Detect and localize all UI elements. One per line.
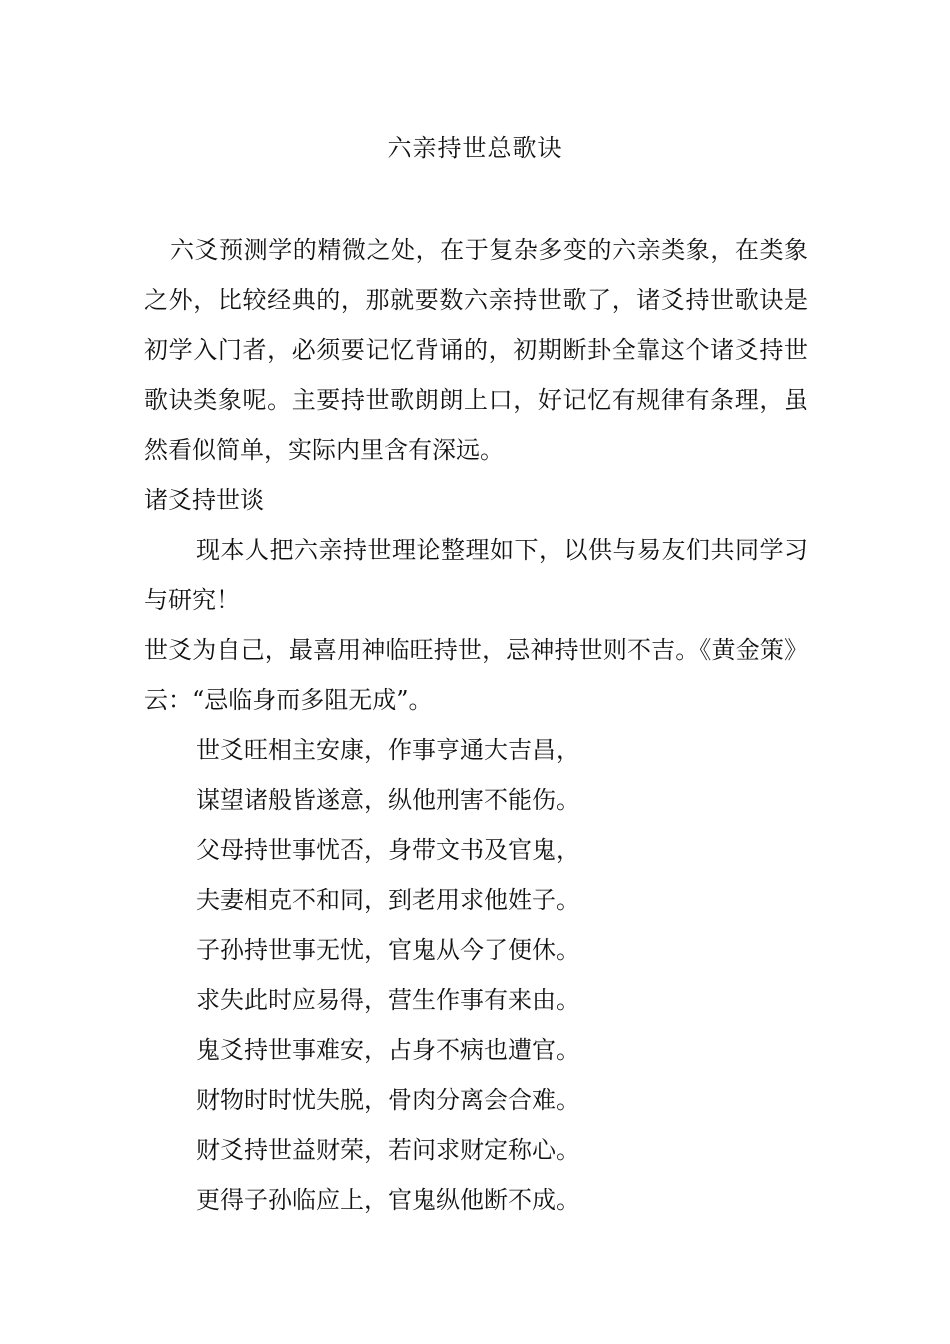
section-heading: 诸爻持世谈 <box>144 486 264 514</box>
verse-line: 世爻旺相主安康，作事亨通大吉昌， <box>196 736 580 764</box>
verse-line: 夫妻相克不和同，到老用求他姓子。 <box>196 886 580 914</box>
verse-list <box>196 725 816 1225</box>
intro-paragraph: 六爻预测学的精微之处，在于复杂多变的六亲类象，在类象之外，比较经典的，那就要数六亲持世歌了，诸爻持世歌诀是初学入门者，必须要记忆背诵的，初期断卦全靠这个诸爻持世歌诀类象呢。主要持世歌朗朗上口，好记忆有规律有条理，虽然看似简单，实际内里含有深远。 <box>144 236 808 464</box>
verse-line: 财爻持世益财荣，若问求财定称心。 <box>196 1136 580 1164</box>
verse-line: 财物时时忧失脱，骨肉分离会合难。 <box>196 1086 580 1114</box>
shi-yao-paragraph: 世爻为自己，最喜用神临旺持世，忌神持世则不吉。《黄金策》云：“忌临身而多阻无成”。 <box>144 636 808 714</box>
intro-paragraph-2: 现本人把六亲持世理论整理如下，以供与易友们共同学习与研究！ <box>144 536 808 614</box>
verse-line: 鬼爻持世事难安，占身不病也遭官。 <box>196 1036 580 1064</box>
verse-line: 谋望诸般皆遂意，纵他刑害不能伤。 <box>196 786 580 814</box>
document-title: 六亲持世总歌诀 <box>387 134 563 162</box>
verse-line: 求失此时应易得，营生作事有来由。 <box>196 986 580 1014</box>
verse-line: 父母持世事忧否，身带文书及官鬼， <box>196 836 580 864</box>
verse-line: 子孙持世事无忧，官鬼从今了便休。 <box>196 936 580 964</box>
verse-line: 更得子孙临应上，官鬼纵他断不成。 <box>196 1186 580 1214</box>
